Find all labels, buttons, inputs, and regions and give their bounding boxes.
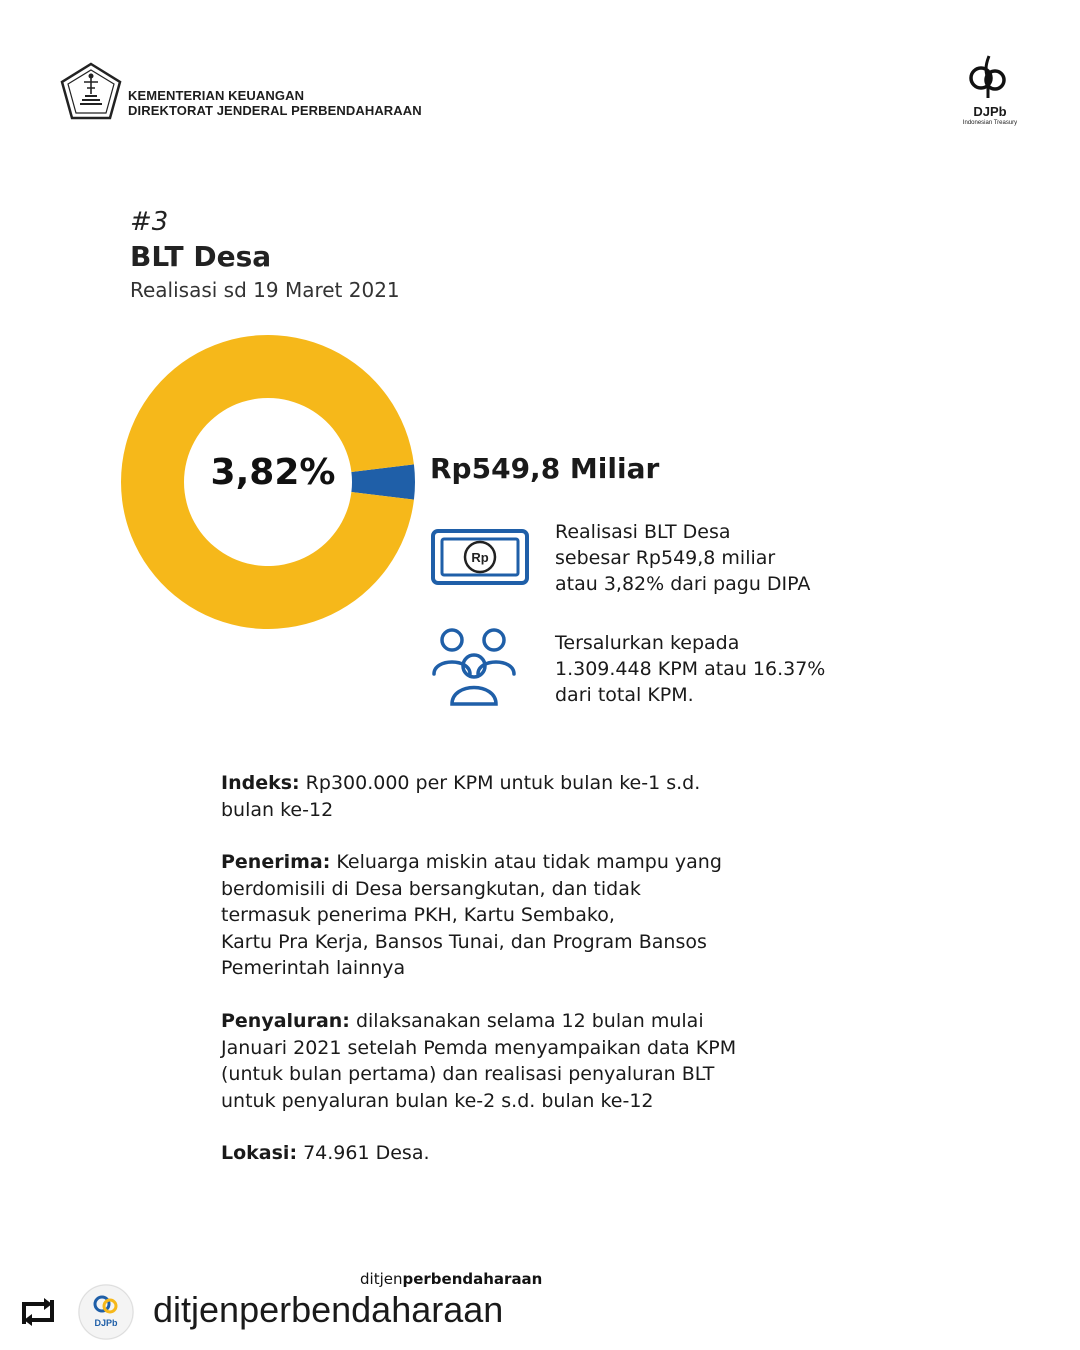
detail-label: Penyaluran:: [221, 1010, 350, 1032]
djpb-logo-text: DJPb: [973, 104, 1007, 119]
tersalurkan-info: [555, 630, 875, 708]
detail-text: Keluarga miskin atau tidak mampu yang: [330, 851, 722, 873]
account-handle[interactable]: ditjenperbendaharaan: [153, 1289, 504, 1330]
realisasi-line: sebesar Rp549,8 miliar: [555, 547, 776, 569]
repost-caption: [360, 1270, 542, 1288]
rp-icon-text: Rp: [471, 550, 489, 565]
repost-icon[interactable]: [16, 1296, 60, 1328]
detail-text: bulan ke-12: [221, 798, 334, 821]
avatar-logo-icon: [78, 1284, 134, 1340]
detail-text: Kartu Pra Kerja, Bansos Tunai, dan Program Bansos: [221, 930, 707, 953]
avatar-text: DJPb: [94, 1318, 118, 1328]
tersalurkan-line: Tersalurkan kepada: [555, 632, 740, 654]
detail-text: Pemerintah lainnya: [221, 957, 406, 979]
detail-label: Lokasi:: [221, 1142, 298, 1164]
people-group-icon: [428, 622, 520, 708]
detail-penerima: [221, 849, 841, 982]
detail-text: Rp300.000 per KPM untuk bulan ke-1 s.d.: [299, 772, 701, 794]
repost-caption-prefix: ditjen: [360, 1270, 403, 1288]
detail-lokasi: [221, 1140, 841, 1167]
org-name-directorate: DIREKTORAT JENDERAL PERBENDAHARAAN: [128, 103, 422, 118]
org-name-ministry: KEMENTERIAN KEUANGAN: [128, 88, 305, 103]
detail-penyaluran: [221, 1008, 841, 1114]
realisasi-line: Realisasi BLT Desa: [555, 521, 731, 543]
avatar[interactable]: [78, 1284, 134, 1340]
realisasi-info: [555, 519, 875, 597]
detail-text: 74.961 Desa.: [297, 1142, 430, 1164]
page-title: BLT Desa: [130, 240, 272, 273]
donut-callout-amount: Rp549,8 Miliar: [430, 452, 660, 485]
page-subtitle: Realisasi sd 19 Maret 2021: [130, 278, 400, 302]
tersalurkan-line: dari total KPM.: [555, 684, 694, 706]
detail-text: berdomisili di Desa bersangkutan, dan tidak: [221, 877, 641, 900]
detail-label: Indeks:: [221, 772, 300, 794]
detail-indeks: [221, 770, 841, 823]
detail-text: Januari 2021 setelah Pemda menyampaikan data KPM: [221, 1036, 737, 1059]
detail-label: Penerima:: [221, 851, 331, 873]
tersalurkan-line: 1.309.448 KPM atau 16.37%: [555, 658, 826, 680]
djpb-logo-subtext: Indonesian Treasury: [962, 120, 1018, 126]
realisasi-line: atau 3,82% dari pagu DIPA: [555, 573, 811, 595]
money-rp-icon: [430, 528, 530, 588]
kemenkeu-logo: [60, 62, 122, 120]
detail-text: (untuk bulan pertama) dan realisasi penyaluran BLT: [221, 1063, 715, 1085]
detail-text: untuk penyaluran bulan ke-2 s.d. bulan ke-12: [221, 1089, 654, 1112]
detail-text: dilaksanakan selama 12 bulan mulai: [349, 1010, 704, 1032]
detail-text: termasuk penerima PKH, Kartu Sembako,: [221, 904, 615, 926]
repost-caption-bold: perbendaharaan: [402, 1270, 543, 1288]
donut-center-label: 3,82%: [210, 452, 336, 493]
section-number: #3: [130, 207, 169, 237]
